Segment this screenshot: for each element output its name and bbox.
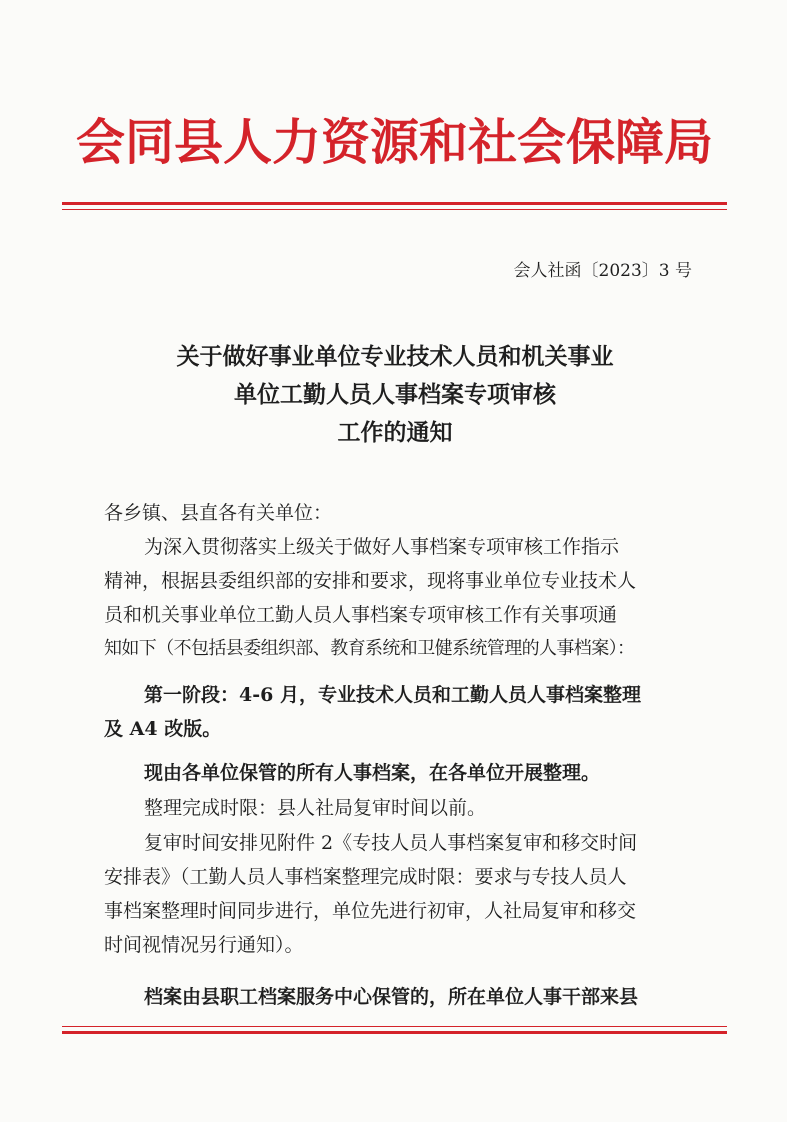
review-line: 时间视情况另行通知）。 (104, 934, 304, 956)
review-line: 事档案整理时间同步进行，单位先进行初审，人社局复审和移交 (104, 900, 637, 922)
paragraph-line: 知如下（不包括县委组织部、教育系统和卫健系统管理的人事档案）： (104, 638, 635, 659)
phase-line: 及 A4 改版。 (104, 718, 222, 740)
deadline-line: 整理完成时限：县人社局复审时间以前。 (144, 797, 487, 819)
footer-rule-thin (62, 1026, 727, 1027)
review-line: 复审时间安排见附件 2《专技人员人事档案复审和移交时间 (144, 832, 638, 854)
deadline-notice (104, 791, 694, 825)
notice-title-line: 工作的通知 (337, 419, 453, 446)
phase-line: 第一阶段：4-6 月，专业技术人员和工勤人员人事档案整理 (144, 684, 641, 706)
notice-title-line: 关于做好事业单位专业技术人员和机关事业 (176, 343, 614, 370)
review-line: 安排表》（工勤人员人事档案整理完成时限：要求与专技人员人 (104, 866, 627, 888)
phase-one-heading (104, 678, 694, 746)
center-kept-line: 档案由县职工档案服务中心保管的，所在单位人事干部来县 (144, 986, 639, 1008)
unit-kept-line: 现由各单位保管的所有人事档案，在各单位开展整理。 (144, 762, 601, 784)
notice-title-line: 单位工勤人员人事档案专项审核 (234, 381, 556, 408)
document-number: 会人社函〔2023〕3 号 (513, 261, 692, 281)
center-kept-notice (104, 980, 694, 1014)
review-schedule (104, 826, 694, 962)
paragraph-line: 为深入贯彻落实上级关于做好人事档案专项审核工作指示 (144, 536, 620, 558)
footer-rule-thick (62, 1031, 727, 1034)
salutation (104, 496, 694, 530)
paragraph-line: 员和机关事业单位工勤人员人事档案专项审核工作有关事项通 (104, 604, 618, 626)
salutation-text: 各乡镇、县直各有关单位： (104, 502, 333, 524)
paragraph-intro (104, 530, 694, 666)
letterhead-rule-thin (62, 209, 727, 210)
notice-title (100, 338, 690, 452)
letterhead-agency-name: 会同县人力资源和社会保障局 (75, 113, 713, 171)
unit-kept-notice (104, 756, 694, 790)
paragraph-line: 精神，根据县委组织部的安排和要求，现将事业单位专业技术人 (104, 570, 637, 592)
letterhead-rule-thick (62, 202, 727, 205)
